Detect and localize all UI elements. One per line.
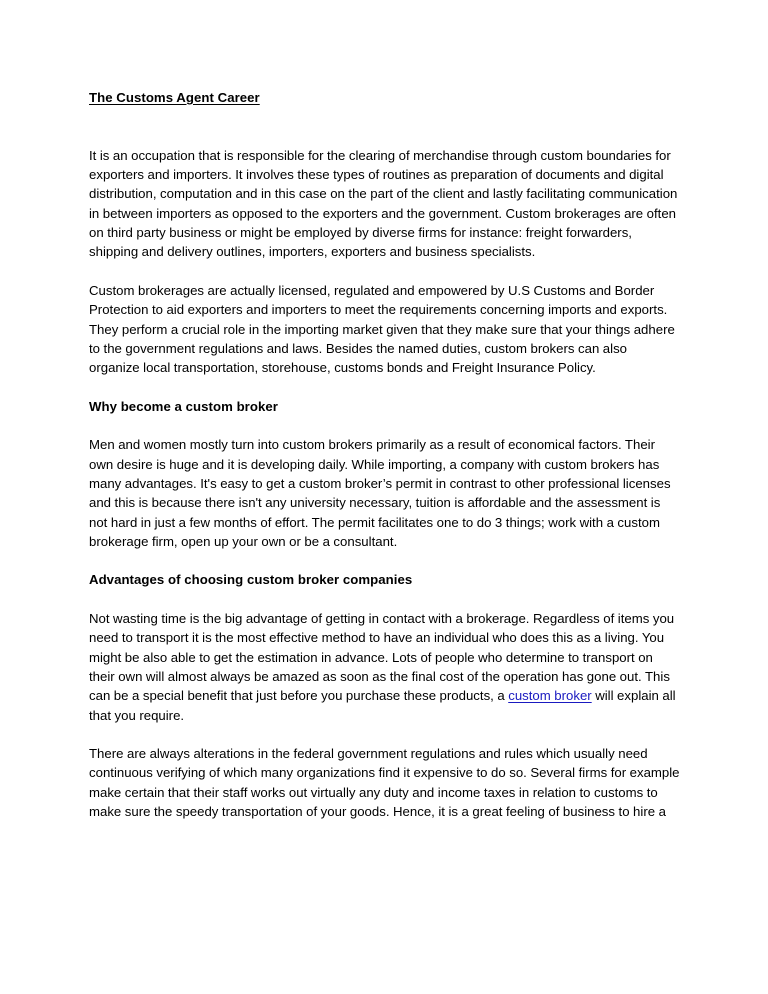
paragraph-licensing: Custom brokerages are actually licensed, regulated and empowered by U.S Customs and Border Protection to aid exporters and importers to meet the requirements concerning imports and exports. They perform a crucial role in the importing market given that they make sure that your things adhere to the government regulations and laws. Besides the named duties, custom brokers can also organize local transportation, storehouse, customs bonds and Freight Insurance Policy. [89,282,675,376]
spacer [89,725,681,744]
paragraph-advantages-text-before: Not wasting time is the big advantage of getting in contact with a brokerage. Regardless of items you need to transport it is the most effective method to have an individual who does this as a living. You might be also able to get the estimation in advance. Lots of people who determine to transport on their own will almost always be amazed as soon as the final cost of the operation has gone out. This can be a special benefit that just before you purchase these products, a [89,611,675,704]
spacer [89,262,681,281]
document-title: The Customs Agent Career [89,90,260,105]
spacer [89,416,681,435]
custom-broker-link[interactable]: custom broker [508,688,592,704]
spacer [89,551,681,570]
paragraph-advantages [89,609,681,725]
spacer [89,590,681,609]
document-text-column [89,88,681,821]
heading-advantages-of-choosing: Advantages of choosing custom broker companies [89,572,413,588]
spacer [89,377,681,396]
heading-why-become-a-custom-broker: Why become a custom broker [89,398,278,414]
paragraph-intro: It is an occupation that is responsible for the clearing of merchandise through custom boundaries for exporters and importers. It involves these types of routines as preparation of documents and digital distribution, computation and in this case on the part of the client and lastly facilitating communication in between importers as opposed to the exporters and the government. Custom brokerages are often on third party business or might be employed by diverse firms for instance: freight forwarders, shipping and delivery outlines, importers, exporters and business specialists. [89,147,678,260]
paragraph-advantages-text-after: will explain all that you require. [89,688,676,723]
spacer [89,107,681,146]
paragraph-why-become: Men and women mostly turn into custom brokers primarily as a result of economical factors. Their own desire is huge and it is developing daily. While importing, a company with custom brokers has many advantages. It's easy to get a custom broker’s permit in contrast to other professional licenses and this is because there isn't any university necessary, tuition is affordable and the assessment is not hard in just a few months of effort. The permit facilitates one to do 3 things; work with a custom brokerage firm, open up your own or be a consultant. [89,437,671,549]
paragraph-regulations: There are always alterations in the federal government regulations and rules which usually need continuous verifying of which many organizations find it expensive to do so. Several firms for example make certain that their staff works out virtually any duty and income taxes in relation to customs to make sure the speedy transportation of your goods. Hence, it is a great feeling of business to hire a [89,746,680,819]
